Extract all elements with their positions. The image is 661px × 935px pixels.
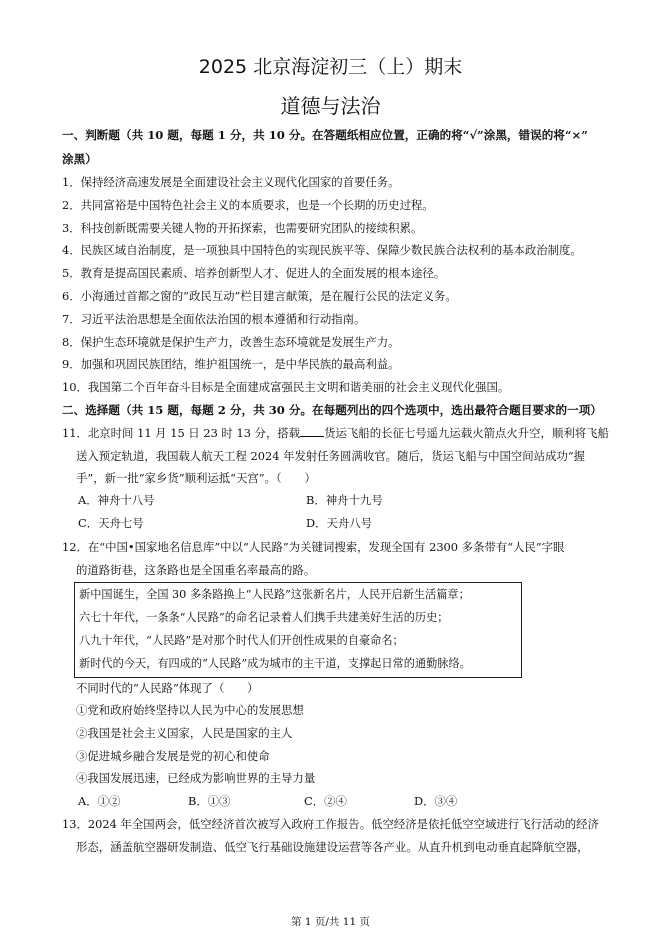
judge-item-9: 9．加强和巩固民族团结，维护祖国统一，是中华民族的最高利益。 — [62, 357, 400, 371]
judge-item-7: 7．习近平法治思想是全面依法治国的根本遵循和行动指南。 — [62, 312, 366, 326]
q12-statement-3: ③促进城乡融合发展是党的初心和使命 — [76, 749, 270, 763]
judge-item-3: 3．科技创新既需要关键人物的开拓探索，也需要研究团队的接续积累。 — [62, 221, 423, 235]
judge-item-6: 6．小海通过首都之窗的“政民互动”栏目建言献策，是在履行公民的法定义务。 — [62, 289, 457, 303]
judge-item-8: 8．保护生态环境就是保护生产力，改善生态环境就是发展生产力。 — [62, 335, 400, 349]
q11-option-c: C．天舟七号 — [78, 516, 144, 530]
judge-item-4: 4．民族区域自治制度，是一项独具中国特色的实现民族平等、保障少数民族合法权利的基本政治制度。 — [62, 243, 582, 257]
q12-option-a: A．①② — [78, 794, 121, 808]
q11-option-b: B．神舟十九号 — [306, 493, 383, 507]
q11-line3: 手”，新一批“家乡货”顺利运抵“天宫”。（ ） — [76, 471, 316, 485]
section1-heading-line1: 一、判断题（共 10 题，每题 1 分，共 10 分。在答题纸相应位置，正确的将“√”涂黑，错误的将“×” — [62, 128, 588, 142]
q13-line1: 13．2024 年全国两会，低空经济首次被写入政府工作报告。低空经济是依托低空空域进行飞行活动的经济 — [62, 817, 599, 831]
q11-option-d: D．天舟八号 — [306, 516, 373, 530]
judge-item-2: 2．共同富裕是中国特色社会主义的本质要求，也是一个长期的历史过程。 — [62, 198, 434, 212]
q13-line2: 形态，涵盖航空器研发制造、低空飞行基础设施建设运营等各产业。从直升机到电动垂直起降航空器， — [76, 840, 589, 854]
q12-statement-1: ①党和政府始终坚持以人民为中心的发展思想 — [76, 703, 304, 717]
q12-box-line2: 六七十年代，一条条“人民路”的命名记录着人们携手共建美好生活的历史； — [79, 611, 449, 624]
subject-title: 道德与法治 — [280, 94, 381, 118]
q12-option-c: C．②④ — [304, 794, 347, 808]
q11-line1 — [62, 422, 607, 445]
q12-box-line3: 八九十年代，“人民路”是对那个时代人们开创性成果的自豪命名； — [79, 634, 404, 647]
q12-box-line4: 新时代的今天，有四成的“人民路”成为城市的主干道，支撑起日常的通勤脉络。 — [79, 657, 471, 670]
section2-heading: 二、选择题（共 15 题，每题 2 分，共 30 分。在每题列出的四个选项中，选出最符合题目要求的一项） — [62, 403, 602, 417]
q12-option-b: B．①③ — [188, 794, 231, 808]
judge-item-1: 1．保持经济高速发展是全面建设社会主义现代化国家的首要任务。 — [62, 175, 400, 189]
q11-line1-end: 货运飞船的长征七号遥九运载火箭点火升空，顺利将飞船 — [324, 426, 609, 440]
q11-option-a: A．神舟十八号 — [78, 493, 155, 507]
q12-box-line1: 新中国诞生，全国 30 多条路换上“人民路”这张新名片，人民开启新生活篇章； — [79, 588, 470, 601]
q12-stem: 不同时代的“人民路”体现了（ ） — [76, 681, 259, 695]
page-footer: 第 1 页/共 11 页 — [291, 916, 370, 928]
q12-line2: 的道路街巷，这条路也是全国重名率最高的路。 — [76, 563, 316, 577]
exam-title: 2025 北京海淀初三（上）期末 — [198, 56, 463, 78]
section1-heading-line2: 涂黑） — [62, 152, 97, 166]
q11-line1-start: 11．北京时间 11 月 15 日 23 时 13 分，搭载 — [62, 426, 301, 440]
q12-statement-2: ②我国是社会主义国家，人民是国家的主人 — [76, 726, 293, 740]
q12-statement-4: ④我国发展迅速，已经成为影响世界的主导力量 — [76, 771, 316, 785]
q11-line2: 送入预定轨道，我国载人航天工程 2024 年发射任务圆满收官。随后，货运飞船与中国空间站成功“握 — [76, 449, 586, 463]
q12-material-box — [74, 582, 522, 678]
q12-option-d: D．③④ — [414, 794, 458, 808]
judge-item-10: 10．我国第二个百年奋斗目标是全面建成富强民主文明和谐美丽的社会主义现代化强国。 — [62, 380, 510, 394]
q11-blank — [300, 424, 324, 437]
q12-line1: 12．在“中国•国家地名信息库”中以“人民路”为关键词搜索，发现全国有 2300 多条带有“人民”字眼 — [62, 540, 565, 554]
judge-item-5: 5．教育是提高国民素质、培养创新型人才、促进人的全面发展的根本途径。 — [62, 266, 446, 280]
